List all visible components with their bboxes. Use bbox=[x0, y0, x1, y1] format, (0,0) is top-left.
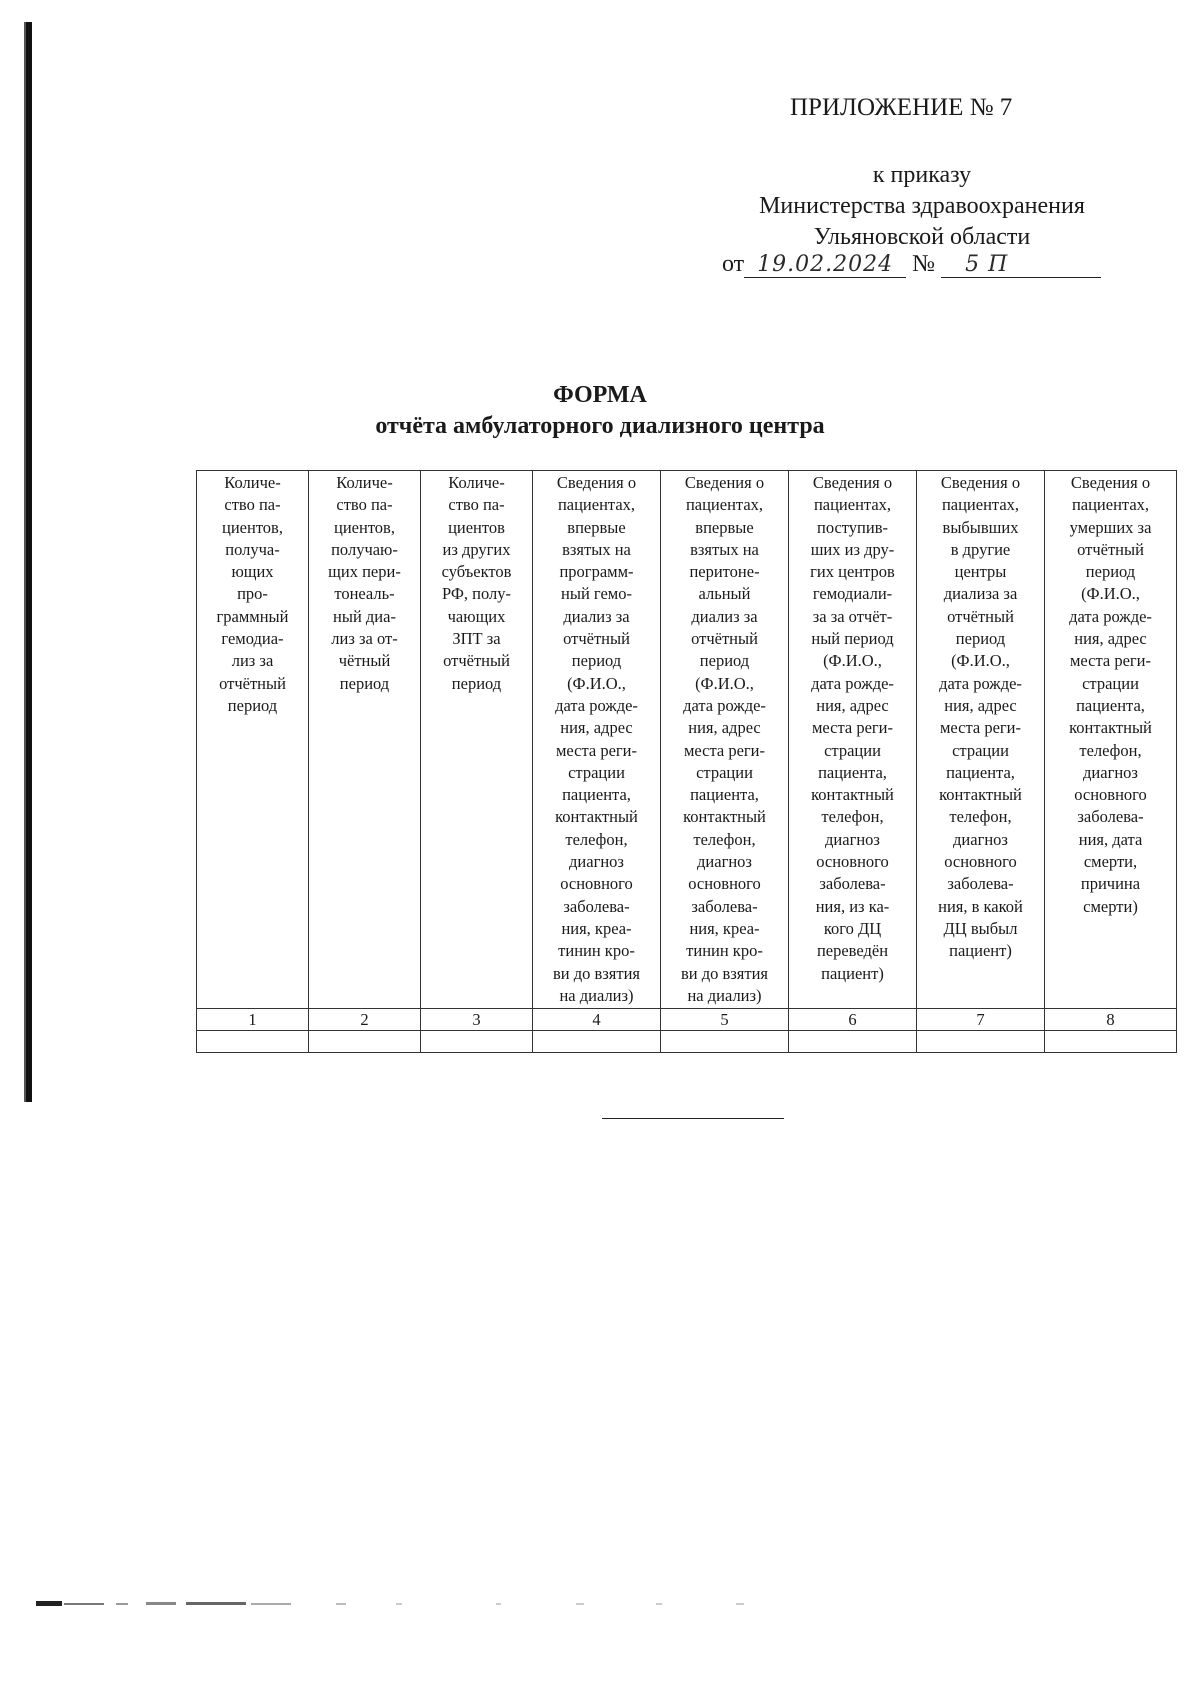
scan-noise-strip bbox=[36, 1598, 836, 1608]
empty-cell bbox=[917, 1031, 1045, 1053]
empty-cell bbox=[789, 1031, 917, 1053]
form-subtitle: отчёта амбулаторного диализного центра bbox=[375, 413, 825, 439]
empty-cell bbox=[421, 1031, 533, 1053]
order-line: к приказу bbox=[872, 162, 972, 188]
column-number: 7 bbox=[917, 1009, 1045, 1031]
appendix-title: ПРИЛОЖЕНИЕ № 7 bbox=[790, 94, 1013, 121]
empty-cell bbox=[1045, 1031, 1177, 1053]
column-number: 8 bbox=[1045, 1009, 1177, 1031]
column-header: Сведения о пациентах, поступив- ших из дру- гих центров гемодиали- за за отчёт- ный период (Ф.И.О., дата рожде- ния, адрес места реги- страции пациента, контактный телефон, диагноз основного заболева- ния, из ка- кого ДЦ переведён пациент) bbox=[789, 471, 917, 1009]
number-prefix: № bbox=[912, 251, 936, 277]
empty-data-row bbox=[197, 1031, 1177, 1053]
report-table bbox=[196, 470, 1177, 1053]
table-header-row bbox=[197, 471, 1177, 1009]
column-number: 2 bbox=[309, 1009, 421, 1031]
order-reference bbox=[712, 160, 1132, 253]
order-number-handwritten: 5 П bbox=[941, 252, 1101, 278]
column-number-row bbox=[197, 1009, 1177, 1031]
order-line: Министерства здравоохранения bbox=[759, 193, 1085, 219]
scan-edge-mark bbox=[26, 22, 32, 1102]
empty-cell bbox=[197, 1031, 309, 1053]
column-header: Сведения о пациентах, выбывших в другие центры диализа за отчётный период (Ф.И.О., дата рожде- ния, адрес места реги- страции пациента, контактный телефон, диагноз основного заболева- ния, в какой ДЦ выбыл пациент) bbox=[917, 471, 1045, 1009]
column-number: 6 bbox=[789, 1009, 917, 1031]
column-header: Количе- ство па- циентов, получаю- щих пери- тонеаль- ный диа- лиз за от- чётный период bbox=[309, 471, 421, 1009]
column-number: 1 bbox=[197, 1009, 309, 1031]
order-date-number-line bbox=[722, 251, 1101, 278]
column-header: Количе- ство па- циентов, получа- ющих про- граммный гемодиа- лиз за отчётный период bbox=[197, 471, 309, 1009]
empty-cell bbox=[661, 1031, 789, 1053]
form-title: ФОРМА bbox=[553, 382, 647, 408]
column-number: 4 bbox=[533, 1009, 661, 1031]
scan-edge-shadow bbox=[24, 22, 26, 1102]
column-header: Сведения о пациентах, впервые взятых на перитоне- альный диализ за отчётный период (Ф.И.О., дата рожде- ния, адрес места реги- страции пациента, контактный телефон, диагноз основного заболева- ния, креа- тинин кро- ви до взятия на диализ) bbox=[661, 471, 789, 1009]
column-header: Количе- ство па- циентов из других субъектов РФ, полу- чающих ЗПТ за отчётный период bbox=[421, 471, 533, 1009]
order-line: Ульяновской области bbox=[813, 224, 1031, 250]
column-header: Сведения о пациентах, впервые взятых на программ- ный гемо- диализ за отчётный период (Ф.И.О., дата рожде- ния, адрес места реги- страции пациента, контактный телефон, диагноз основного заболева- ния, креа- тинин кро- ви до взятия на диализ) bbox=[533, 471, 661, 1009]
column-header: Сведения о пациентах, умерших за отчётный период (Ф.И.О., дата рожде- ния, адрес места реги- страции пациента, контактный телефон, диагноз основного заболева- ния, дата смерти, причина смерти) bbox=[1045, 471, 1177, 1009]
column-number: 5 bbox=[661, 1009, 789, 1031]
empty-cell bbox=[309, 1031, 421, 1053]
column-number: 3 bbox=[421, 1009, 533, 1031]
closing-rule bbox=[602, 1118, 784, 1119]
date-prefix: от bbox=[722, 251, 745, 277]
empty-cell bbox=[533, 1031, 661, 1053]
form-heading bbox=[0, 380, 1200, 442]
order-date-handwritten: 19.02.2024 bbox=[744, 252, 906, 278]
